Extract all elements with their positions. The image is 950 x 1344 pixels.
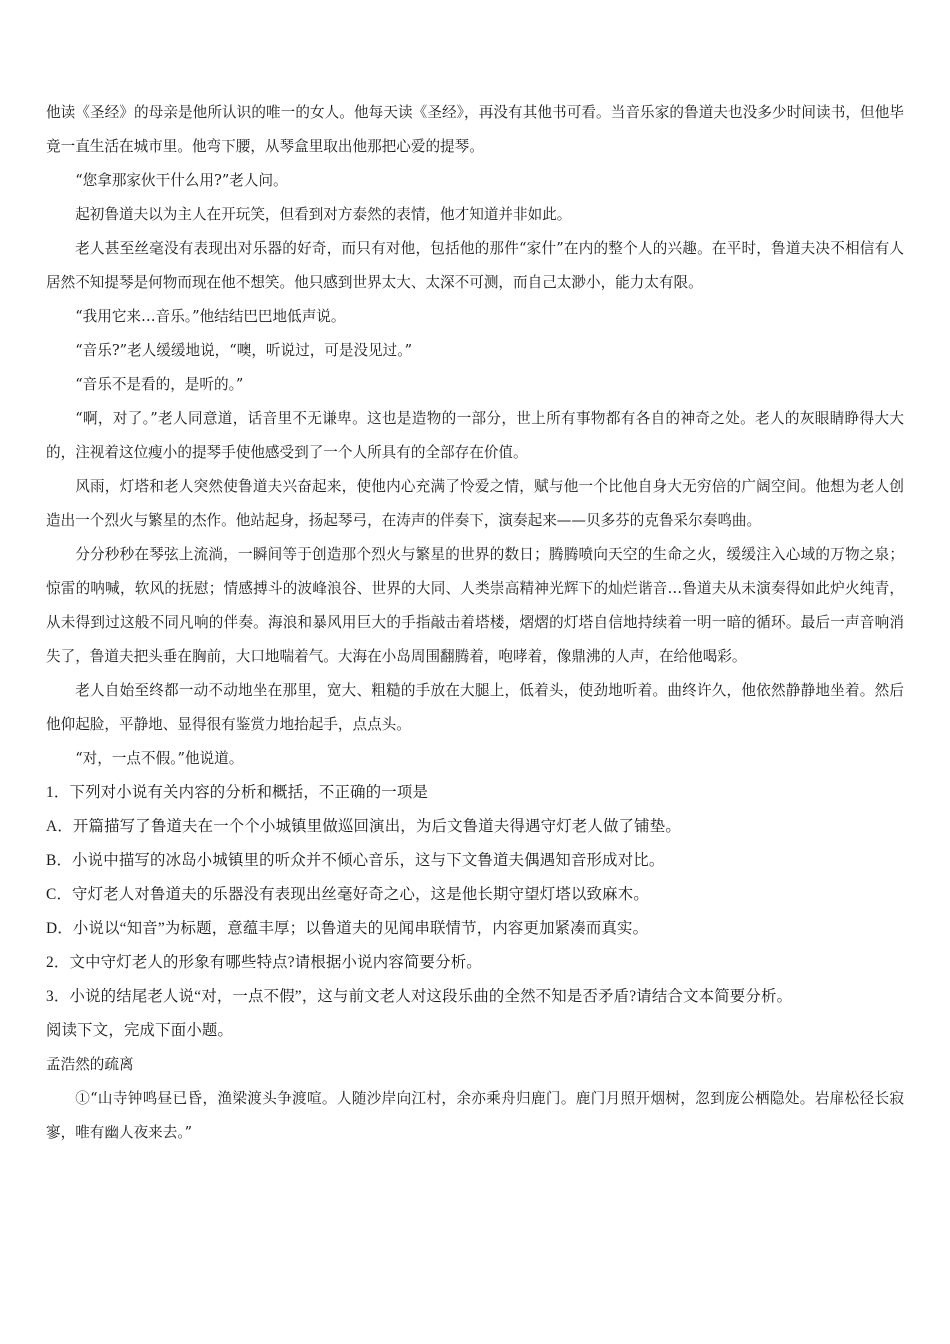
story-paragraph: 老人甚至丝毫没有表现出对乐器的好奇，而只有对他，包括他的那件“家什”在内的整个人的兴趣。在平时，鲁道夫决不相信有人居然不知提琴是何物而现在他不想笑。他只感到世界太大、太深不可测，而自己太渺小，能力太有限。 xyxy=(46,240,904,291)
question-3: 3．小说的结尾老人说“对，一点不假”，这与前文老人对这段乐曲的全然不知是否矛盾?请结合文本简要分析。 xyxy=(46,988,793,1005)
story-paragraph: 起初鲁道夫以为主人在开玩笑，但看到对方泰然的表情，他才知道并非如此。 xyxy=(75,206,572,223)
reading-instruction: 阅读下文，完成下面小题。 xyxy=(46,1022,234,1039)
story-paragraph: 分分秒秒在琴弦上流淌，一瞬间等于创造那个烈火与繁星的世界的数日；腾腾喷向天空的生命之火，缓缓注入心域的万物之泉；惊雷的呐喊，软风的抚慰；情感搏斗的波峰浪谷、世界的大同、人类崇高精神光辉下的灿烂谐音…鲁道夫从未演奏得如此炉火纯青，从未得到过这般不同凡响的伴奏。海浪和暴风用巨大的手指敲击着塔楼，熠熠的灯塔自信地持续着一明一暗的循环。最后一声音响消失了，鲁道夫把头垂在胸前，大口地喘着气。大海在小岛周围翻腾着，咆哮着，像鼎沸的人声，在给他喝彩。 xyxy=(46,546,904,665)
question-2: 2．文中守灯老人的形象有哪些特点?请根据小说内容简要分析。 xyxy=(46,954,482,971)
story-paragraph: 他读《圣经》的母亲是他所认识的唯一的女人。他每天读《圣经》，再没有其他书可看。当音乐家的鲁道夫也没多少时间读书，但他毕竟一直生活在城市里。他弯下腰，从琴盒里取出他那把心爱的提琴。 xyxy=(46,104,904,155)
story-paragraph: “音乐?”老人缓缓地说，“噢，听说过，可是没见过。” xyxy=(75,342,413,359)
option-b: B．小说中描写的冰岛小城镇里的听众并不倾心音乐，这与下文鲁道夫偶遇知音形成对比。 xyxy=(46,852,665,869)
story-paragraph: “啊，对了。”老人同意道，话音里不无谦卑。这也是造物的一部分，世上所有事物都有各自的神奇之处。老人的灰眼睛睁得大大的，注视着这位瘦小的提琴手使他感受到了一个人所具有的全部存在价值。 xyxy=(46,410,904,461)
story-paragraph: 老人自始至终都一动不动地坐在那里，宽大、粗糙的手放在大腿上，低着头，使劲地听着。曲终许久，他依然静静地坐着。然后他仰起脸，平静地、显得很有鉴赏力地抬起手，点点头。 xyxy=(46,682,904,733)
story-paragraph: “音乐不是看的，是听的。” xyxy=(75,376,244,393)
story-paragraph: “您拿那家伙干什么用?”老人问。 xyxy=(75,172,288,189)
question-stem: 1．下列对小说有关内容的分析和概括，不正确的一项是 xyxy=(46,784,429,801)
story-paragraph: “我用它来…音乐。”他结结巴巴地低声说。 xyxy=(75,308,346,325)
option-a: A．开篇描写了鲁道夫在一个个小城镇里做巡回演出，为后文鲁道夫得遇守灯老人做了铺垫。 xyxy=(46,818,681,835)
option-c: C．守灯老人对鲁道夫的乐器没有表现出丝毫好奇之心，这是他长期守望灯塔以致麻木。 xyxy=(46,886,649,903)
option-d: D．小说以“知音”为标题，意蕴丰厚；以鲁道夫的见闻串联情节，内容更加紧凑而真实。 xyxy=(46,920,649,937)
story-paragraph: “对，一点不假。”他说道。 xyxy=(75,750,244,767)
reading-paragraph: ①“山寺钟鸣昼已昏，渔梁渡头争渡喧。人随沙岸向江村，余亦乘舟归鹿门。鹿门月照开烟树，忽到庞公栖隐处。岩扉松径长寂寥，唯有幽人夜来去。” xyxy=(46,1090,904,1141)
reading-title: 孟浩然的疏离 xyxy=(46,1056,134,1073)
story-paragraph: 风雨，灯塔和老人突然使鲁道夫兴奋起来，使他内心充满了怜爱之情，赋与他一个比他自身大无穷倍的广阔空间。他想为老人创造出一个烈火与繁星的杰作。他站起身，扬起琴弓，在涛声的伴奏下，演奏起来——贝多芬的克鲁采尔奏鸣曲。 xyxy=(46,478,904,529)
